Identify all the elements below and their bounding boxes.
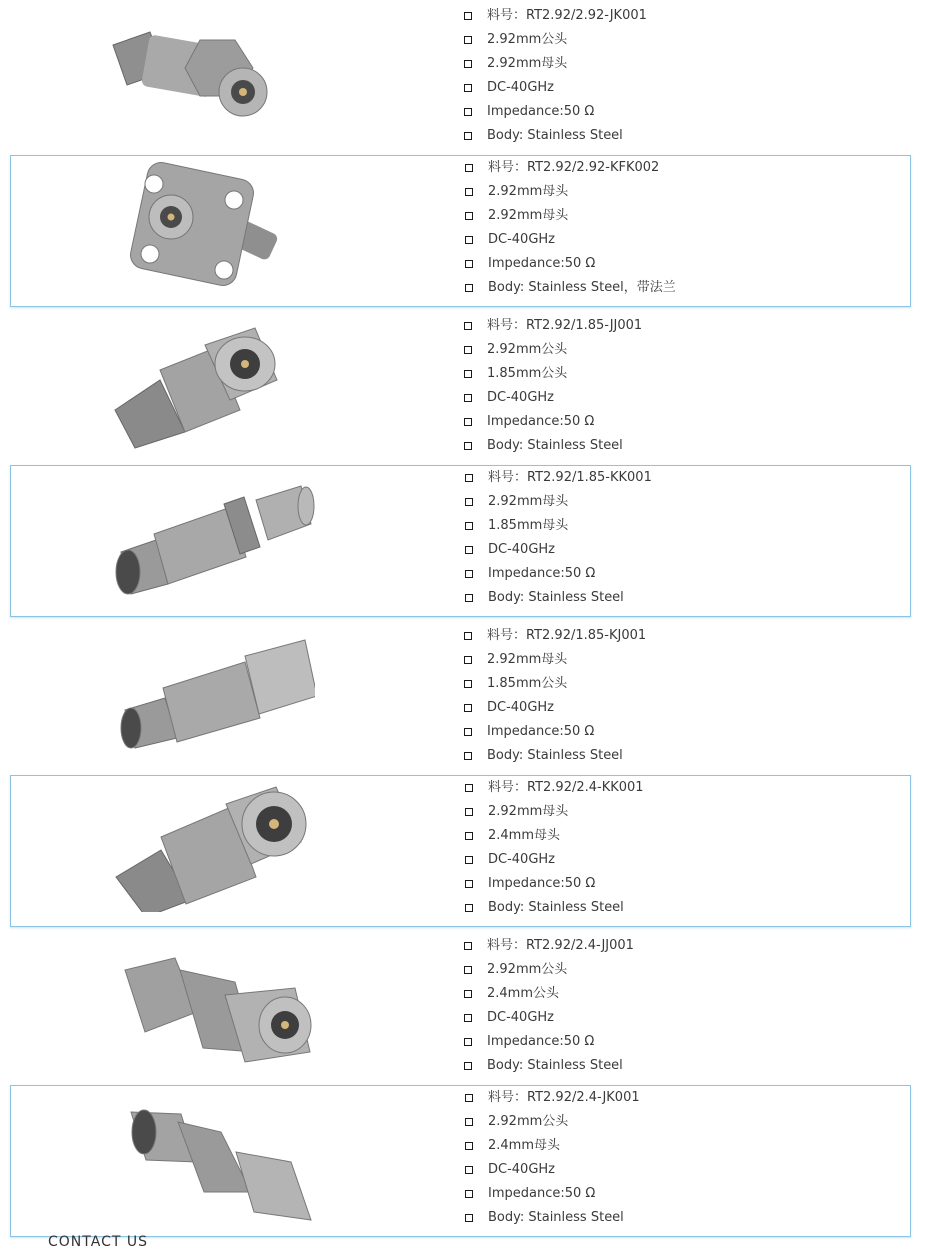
connector-male-male-adapter-image — [105, 320, 315, 450]
square-bullet-icon — [464, 942, 472, 950]
spec-list — [462, 624, 646, 768]
connector-female-male-adapter-image — [105, 630, 315, 760]
spec-list — [463, 776, 644, 920]
square-bullet-icon — [464, 394, 472, 402]
spec-item-impedance: Impedance:50 Ω — [463, 872, 644, 896]
product-row — [10, 1085, 911, 1237]
product-row — [10, 934, 911, 1086]
spec-item-connector-b: 2.4mm母头 — [463, 824, 644, 848]
product-image — [105, 940, 315, 1070]
connector-male-female-adapter-image — [106, 1092, 316, 1222]
spec-item-connector-b: 1.85mm母头 — [463, 514, 652, 538]
square-bullet-icon — [465, 546, 473, 554]
spec-item-connector-b: 2.92mm母头 — [462, 52, 647, 76]
spec-item-frequency: DC-40GHz — [462, 1006, 634, 1030]
square-bullet-icon — [464, 12, 472, 20]
square-bullet-icon — [465, 594, 473, 602]
spec-item-impedance: Impedance:50 Ω — [462, 100, 647, 124]
spec-item-connector-b: 1.85mm公头 — [462, 362, 642, 386]
square-bullet-icon — [464, 322, 472, 330]
spec-item-connector-b: 2.4mm母头 — [463, 1134, 640, 1158]
square-bullet-icon — [465, 1214, 473, 1222]
square-bullet-icon — [464, 752, 472, 760]
spec-item-body: Body: Stainless Steel，带法兰 — [463, 276, 676, 300]
square-bullet-icon — [465, 522, 473, 530]
square-bullet-icon — [465, 188, 473, 196]
connector-female-female-adapter-image — [106, 782, 316, 912]
spec-item-frequency: DC-40GHz — [463, 1158, 640, 1182]
spec-item-connector-a: 2.92mm母头 — [463, 180, 676, 204]
spec-item-frequency: DC-40GHz — [463, 228, 676, 252]
square-bullet-icon — [464, 84, 472, 92]
spec-item-connector-b: 2.92mm母头 — [463, 204, 676, 228]
square-bullet-icon — [465, 856, 473, 864]
square-bullet-icon — [465, 1190, 473, 1198]
square-bullet-icon — [464, 108, 472, 116]
spec-item-impedance: Impedance:50 Ω — [462, 410, 642, 434]
spec-item-frequency: DC-40GHz — [462, 696, 646, 720]
square-bullet-icon — [464, 36, 472, 44]
square-bullet-icon — [464, 990, 472, 998]
square-bullet-icon — [464, 680, 472, 688]
square-bullet-icon — [465, 1094, 473, 1102]
spec-item-body: Body: Stainless Steel — [462, 1054, 634, 1078]
spec-item-body: Body: Stainless Steel — [463, 896, 644, 920]
square-bullet-icon — [464, 132, 472, 140]
square-bullet-icon — [465, 570, 473, 578]
square-bullet-icon — [464, 418, 472, 426]
product-image — [105, 630, 315, 760]
spec-item-body: Body: Stainless Steel — [462, 434, 642, 458]
spec-item-part-number: 料号：RT2.92/1.85-KJ001 — [462, 624, 646, 648]
spec-item-connector-a: 2.92mm公头 — [462, 28, 647, 52]
product-image — [106, 162, 316, 292]
spec-item-connector-a: 2.92mm母头 — [463, 800, 644, 824]
square-bullet-icon — [465, 904, 473, 912]
square-bullet-icon — [465, 880, 473, 888]
spec-item-frequency: DC-40GHz — [463, 848, 644, 872]
square-bullet-icon — [465, 808, 473, 816]
square-bullet-icon — [464, 1038, 472, 1046]
spec-list — [463, 1086, 640, 1230]
spec-item-body: Body: Stainless Steel — [463, 1206, 640, 1230]
square-bullet-icon — [465, 1118, 473, 1126]
product-row — [10, 4, 911, 156]
spec-item-part-number: 料号：RT2.92/2.92-JK001 — [462, 4, 647, 28]
spec-item-connector-a: 2.92mm公头 — [462, 338, 642, 362]
spec-item-part-number: 料号：RT2.92/1.85-JJ001 — [462, 314, 642, 338]
spec-item-part-number: 料号：RT2.92/2.4-KK001 — [463, 776, 644, 800]
product-image — [105, 10, 315, 140]
square-bullet-icon — [465, 1142, 473, 1150]
square-bullet-icon — [465, 474, 473, 482]
product-row — [10, 465, 911, 617]
product-row — [10, 314, 911, 466]
spec-item-frequency: DC-40GHz — [462, 76, 647, 100]
spec-list — [462, 314, 642, 458]
connector-male-female-adapter-image — [105, 10, 315, 140]
spec-list — [462, 4, 647, 148]
square-bullet-icon — [464, 442, 472, 450]
square-bullet-icon — [464, 1062, 472, 1070]
spec-list — [463, 466, 652, 610]
product-image — [105, 320, 315, 450]
square-bullet-icon — [464, 704, 472, 712]
square-bullet-icon — [464, 346, 472, 354]
square-bullet-icon — [464, 1014, 472, 1022]
spec-item-frequency: DC-40GHz — [463, 538, 652, 562]
product-image — [106, 782, 316, 912]
spec-item-part-number: 料号：RT2.92/2.4-JK001 — [463, 1086, 640, 1110]
square-bullet-icon — [465, 832, 473, 840]
square-bullet-icon — [465, 260, 473, 268]
spec-item-impedance: Impedance:50 Ω — [462, 720, 646, 744]
spec-item-body: Body: Stainless Steel — [463, 586, 652, 610]
spec-item-body: Body: Stainless Steel — [462, 124, 647, 148]
spec-item-part-number: 料号：RT2.92/1.85-KK001 — [463, 466, 652, 490]
spec-item-impedance: Impedance:50 Ω — [463, 562, 652, 586]
product-row — [10, 155, 911, 307]
spec-item-connector-a: 2.92mm公头 — [462, 958, 634, 982]
square-bullet-icon — [465, 284, 473, 292]
connector-male-male-adapter-image — [105, 940, 315, 1070]
square-bullet-icon — [464, 966, 472, 974]
flange-connector-image — [106, 162, 316, 292]
spec-item-connector-a: 2.92mm母头 — [463, 490, 652, 514]
product-row — [10, 775, 911, 927]
square-bullet-icon — [464, 728, 472, 736]
spec-item-connector-b: 1.85mm公头 — [462, 672, 646, 696]
spec-item-part-number: 料号：RT2.92/2.92-KFK002 — [463, 156, 676, 180]
square-bullet-icon — [465, 498, 473, 506]
spec-item-connector-a: 2.92mm公头 — [463, 1110, 640, 1134]
spec-item-frequency: DC-40GHz — [462, 386, 642, 410]
square-bullet-icon — [465, 212, 473, 220]
spec-item-part-number: 料号：RT2.92/2.4-JJ001 — [462, 934, 634, 958]
spec-item-impedance: Impedance:50 Ω — [462, 1030, 634, 1054]
spec-list — [462, 934, 634, 1078]
spec-item-connector-b: 2.4mm公头 — [462, 982, 634, 1006]
spec-item-impedance: Impedance:50 Ω — [463, 252, 676, 276]
connector-female-female-adapter-image — [106, 472, 316, 602]
square-bullet-icon — [464, 60, 472, 68]
square-bullet-icon — [464, 656, 472, 664]
square-bullet-icon — [465, 236, 473, 244]
spec-list — [463, 156, 676, 300]
product-image — [106, 472, 316, 602]
square-bullet-icon — [465, 164, 473, 172]
product-row — [10, 624, 911, 776]
spec-item-body: Body: Stainless Steel — [462, 744, 646, 768]
square-bullet-icon — [464, 632, 472, 640]
square-bullet-icon — [465, 784, 473, 792]
contact-us-heading: CONTACT US — [48, 1234, 148, 1250]
spec-item-connector-a: 2.92mm母头 — [462, 648, 646, 672]
square-bullet-icon — [465, 1166, 473, 1174]
spec-item-impedance: Impedance:50 Ω — [463, 1182, 640, 1206]
square-bullet-icon — [464, 370, 472, 378]
product-image — [106, 1092, 316, 1222]
